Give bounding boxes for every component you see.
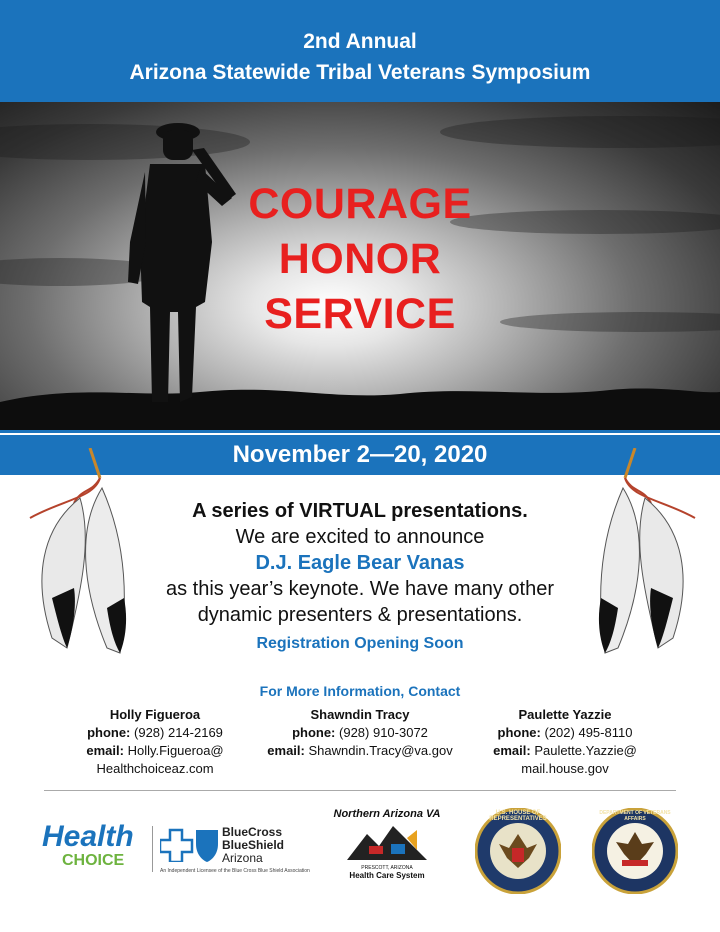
- top-banner: [0, 0, 720, 102]
- registration-notice: Registration Opening Soon: [256, 635, 464, 652]
- event-title: Arizona Statewide Tribal Veterans Symposium: [129, 61, 591, 84]
- intro-line-1: A series of VIRTUAL presentations.: [192, 500, 528, 522]
- divider-line: [0, 430, 720, 433]
- contact-card: [245, 706, 475, 760]
- contact-email-cont[interactable]: Healthchoiceaz.com: [96, 761, 214, 776]
- keynote-speaker: D.J. Eagle Bear Vanas: [255, 552, 465, 574]
- contact-heading: For More Information, Contact: [259, 683, 461, 699]
- va-seal: DEPARTMENT OF VETERANS AFFAIRS: [592, 808, 678, 894]
- contact-phone: (928) 910-3072: [339, 725, 428, 740]
- contact-email[interactable]: Paulette.Yazzie@: [534, 743, 637, 758]
- contact-card: [450, 706, 680, 778]
- intro-line-2: We are excited to announce: [235, 526, 485, 548]
- contact-email[interactable]: Shawndin.Tracy@va.gov: [308, 743, 453, 758]
- contact-name: Paulette Yazzie: [518, 707, 612, 722]
- health-choice-logo: Health CHOICE: [42, 820, 134, 869]
- bcbs-logo: BlueCross BlueShield Arizona An Independent Licensee of the Blue Cross Blue Shield Association: [160, 825, 310, 874]
- mountain-flag-icon: [347, 820, 427, 860]
- intro-line-3: as this year’s keynote. We have many other: [166, 578, 554, 600]
- us-house-seal: U.S. HOUSE OF REPRESENTATIVES: [475, 808, 561, 894]
- hero-image: [0, 102, 720, 430]
- slogan-service: SERVICE: [264, 290, 456, 338]
- contact-phone: (928) 214-2169: [134, 725, 223, 740]
- phone-label: phone:: [497, 725, 541, 740]
- phone-label: phone:: [292, 725, 336, 740]
- contact-card: [40, 706, 270, 778]
- contact-phone: (202) 495-8110: [544, 725, 633, 740]
- email-label: email:: [267, 743, 305, 758]
- bcbs-cross-shield-icon: [160, 826, 220, 862]
- slogan-honor: HONOR: [278, 235, 442, 283]
- contact-email[interactable]: Holly.Figueroa@: [127, 743, 224, 758]
- logo-separator: [152, 826, 153, 872]
- contact-email-cont[interactable]: mail.house.gov: [521, 761, 609, 776]
- contact-name: Holly Figueroa: [109, 707, 201, 722]
- feather-right-icon: [588, 448, 703, 673]
- intro-line-4: dynamic presenters & presentations.: [197, 604, 523, 626]
- feather-left-icon: [22, 448, 137, 673]
- event-edition: 2nd Annual: [303, 30, 417, 53]
- email-label: email:: [86, 743, 124, 758]
- email-label: email:: [493, 743, 531, 758]
- slogan-courage: COURAGE: [248, 180, 472, 228]
- event-dates: November 2—20, 2020: [0, 435, 720, 475]
- footer-divider: [44, 790, 676, 791]
- phone-label: phone:: [87, 725, 131, 740]
- northern-arizona-va-logo: Northern Arizona VA PRESCOTT, ARIZONA Health Care System: [333, 808, 441, 880]
- contact-name: Shawndin Tracy: [310, 707, 410, 722]
